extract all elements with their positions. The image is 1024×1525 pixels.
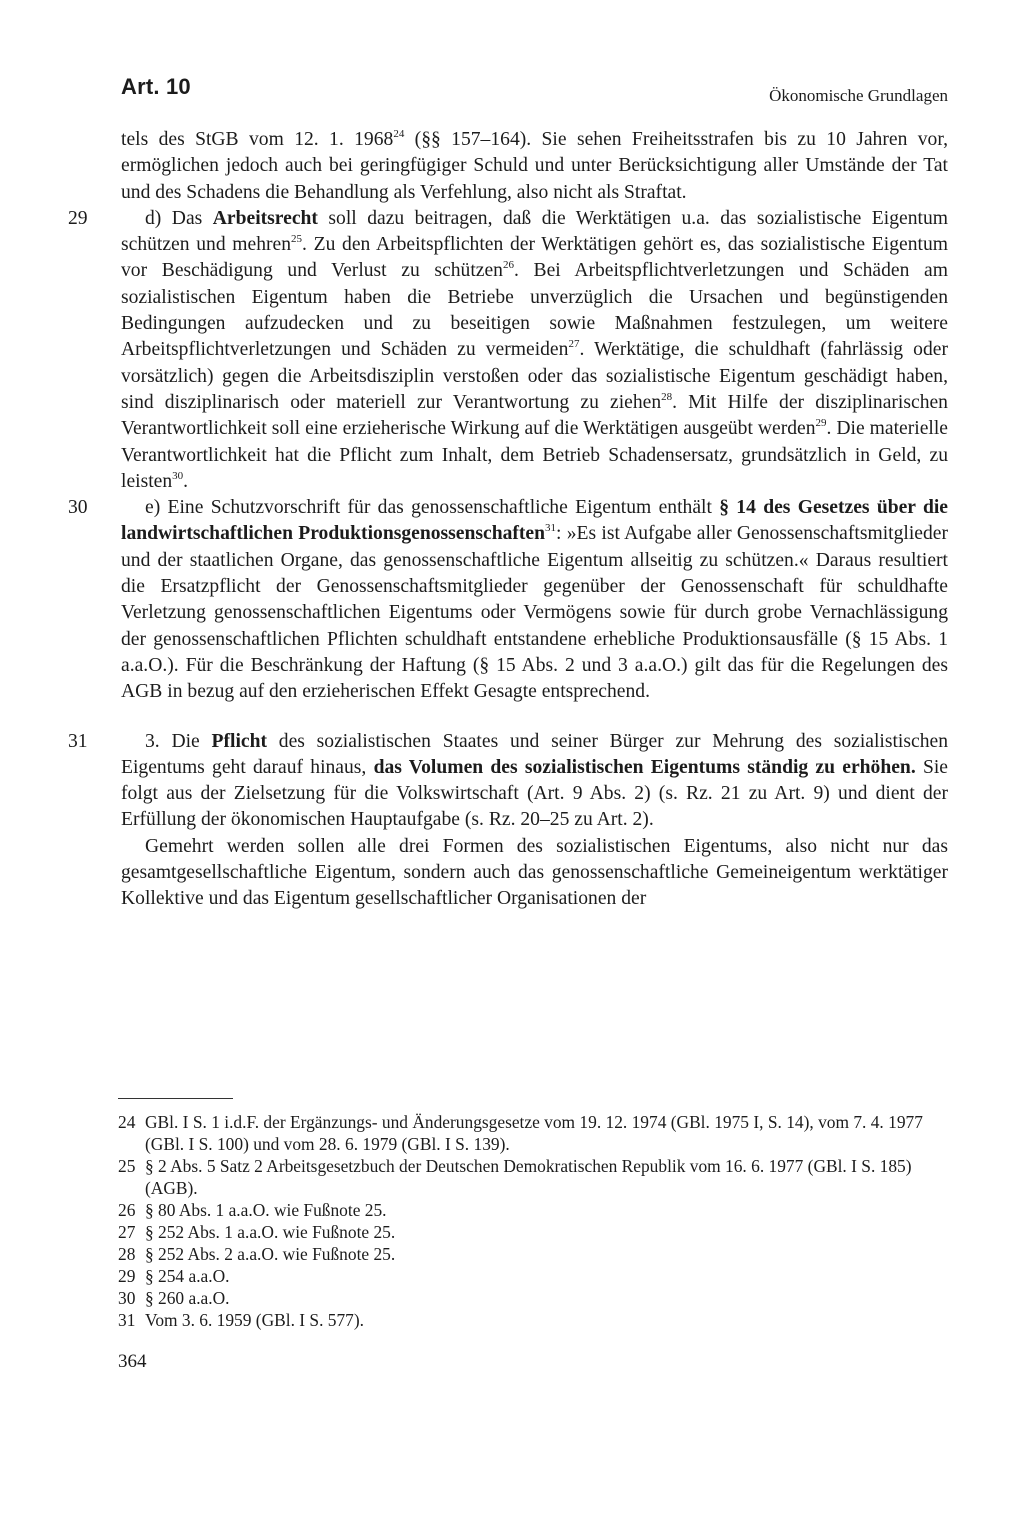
footnote: 30 § 260 a.a.O. — [118, 1288, 230, 1308]
footnote-ref: 25 — [291, 233, 303, 246]
paragraph-31: 31 3. Die Pflicht des sozialistischen Staates und seiner Bürger zur Mehrung des sozialistischen Eigentums geht darauf hinaus, das Volumen des sozialistischen Eigentums ständig zu erhöhen. Sie folgt aus der Zielsetzung für die Volkswirtschaft (Art. 9 Abs. 2) (s. Rz. 21 zu Art. 9) und dient der Erfüllung der ökonomischen Hauptaufgabe (s. Rz. 20–25 zu Art. 2). — [68, 730, 949, 831]
section-title: Ökonomische Grundlagen — [769, 86, 948, 105]
footnotes — [118, 1111, 950, 1331]
footnote-ref: 27 — [568, 338, 580, 351]
footnote: 27 § 252 Abs. 1 a.a.O. wie Fußnote 25. — [118, 1222, 396, 1242]
paragraph-29: 29 d) Das Arbeitsrecht soll dazu beitragen, daß die Werktätigen u.a. das sozialistische Eigentum schützen und mehren$^{25}$. Zu den Arbeitspflichten der Werktätigen gehört es, das sozialistische Eigentum vor Beschädigung und Verlust zu schützen$^{26}$. Bei Arbeitspflichtverletzungen und Schäden am sozialistischen Eigentum haben die Betriebe unverzüglich die Ursachen und begünstigenden Bedingungen aufzudecken und zu beseitigen sowie Maßnahmen festzulegen, um weitere Arbeitspflichtverletzungen und Schäden zu vermeiden$^{27}$. Werktätige, die schuldhaft (fahrlässig oder vorsätzlich) gegen die Arbeitsdisziplin verstoßen oder das sozialistische Eigentum geschädigt haben, sind disziplinarisch oder materiell zur Verantwortung zu ziehen$^{28}$. Mit Hilfe der disziplinarischen Verantwortlichkeit soll eine erzieherische Wirkung auf die Werktätigen ausgeübt werden$^{29}$. Die materielle Verantwortlichkeit hat die Pflicht zum Inhalt, dem Betrieb Schadensersatz, grundsätzlich in Geld, zu leisten$^{30}$. — [68, 207, 948, 492]
footnote-ref: 30 — [172, 469, 184, 482]
margin-number: 31 — [68, 730, 88, 752]
footnote: 29 § 254 a.a.O. — [118, 1266, 230, 1286]
footnote-ref: 26 — [502, 259, 514, 272]
main-text — [68, 127, 949, 913]
footnote: 25 § 2 Abs. 5 Satz 2 Arbeitsgesetzbuch der Deutschen Demokratischen Republik vom 16. 6. 1977 (GBl. I S. 185) (AGB). — [118, 1156, 912, 1198]
footnote-ref: 29 — [815, 417, 827, 430]
footnote: 24 GBl. I S. 1 i.d.F. der Ergänzungs- und Änderungsgesetze vom 19. 12. 1974 (GBl. 1975 I, S. 14), vom 7. 4. 1977 (GBl. I S. 100) und vom 28. 6. 1979 (GBl. I S. 139). — [118, 1112, 923, 1154]
footnote-ref: 24 — [393, 128, 405, 140]
footnote-ref: 31 — [545, 522, 557, 535]
margin-number: 30 — [68, 497, 88, 519]
article-label: Art. 10 — [121, 74, 191, 99]
footnote: 31 Vom 3. 6. 1959 (GBl. I S. 577). — [118, 1310, 365, 1330]
running-header — [121, 74, 948, 108]
footnote: 26 § 80 Abs. 1 a.a.O. wie Fußnote 25. — [118, 1200, 387, 1220]
page-number: 364 — [118, 1351, 147, 1372]
paragraph-continuation: tels des StGB vom 12. 1. 1968$^{24}$ (§§ 157–164). Sie sehen Freiheitsstrafen bis zu 10 Jahren vor, ermöglichen jedoch auch bei geringfügiger Schuld und unter Berücksichtigung aller Umstände der Tat und des Schadens die Behandlung als Verfehlung, also nicht als Straftat. — [121, 128, 948, 203]
paragraph-30: 30 e) Eine Schutzvorschrift für das genossenschaftliche Eigentum enthält § 14 des Gesetzes über die landwirtschaftlichen Produktionsgenossenschaften$^{31}$: »Es ist Aufgabe aller Genossenschaftsmitglieder und der staatlichen Organe, das genossenschaftliche Eigentum allseitig zu schützen.« Daraus resultiert die Ersatzpflicht der Genossenschaftsmitglieder gegenüber der Genossenschaft für schuldhafte Verletzung genossenschaftlichen Eigentums oder Vermögens sowie für durch grobe Vernachlässigung der genossenschaftlichen Pflichten schuldhaft entstandene erhebliche Produktionsausfälle (§ 15 Abs. 1 a.a.O.). Für die Beschränkung der Haftung (§ 15 Abs. 2 und 3 a.a.O.) gilt das für die Regelungen des AGB in bezug auf den erzieherischen Effekt Gesagte entsprechend. — [68, 497, 948, 703]
footnote-divider — [118, 1098, 233, 1099]
margin-number: 29 — [68, 207, 88, 229]
footnote: 28 § 252 Abs. 2 a.a.O. wie Fußnote 25. — [118, 1244, 396, 1264]
footnote-ref: 28 — [661, 390, 673, 403]
paragraph-continued: Gemehrt werden sollen alle drei Formen des sozialistischen Eigentums, also nicht nur das gesamtgesellschaftliche Eigentum, sondern auch das genossenschaftliche Gemeineigentum werktätiger Kollektive und das Eigentum gesellschaftlicher Organisationen der — [121, 835, 948, 910]
